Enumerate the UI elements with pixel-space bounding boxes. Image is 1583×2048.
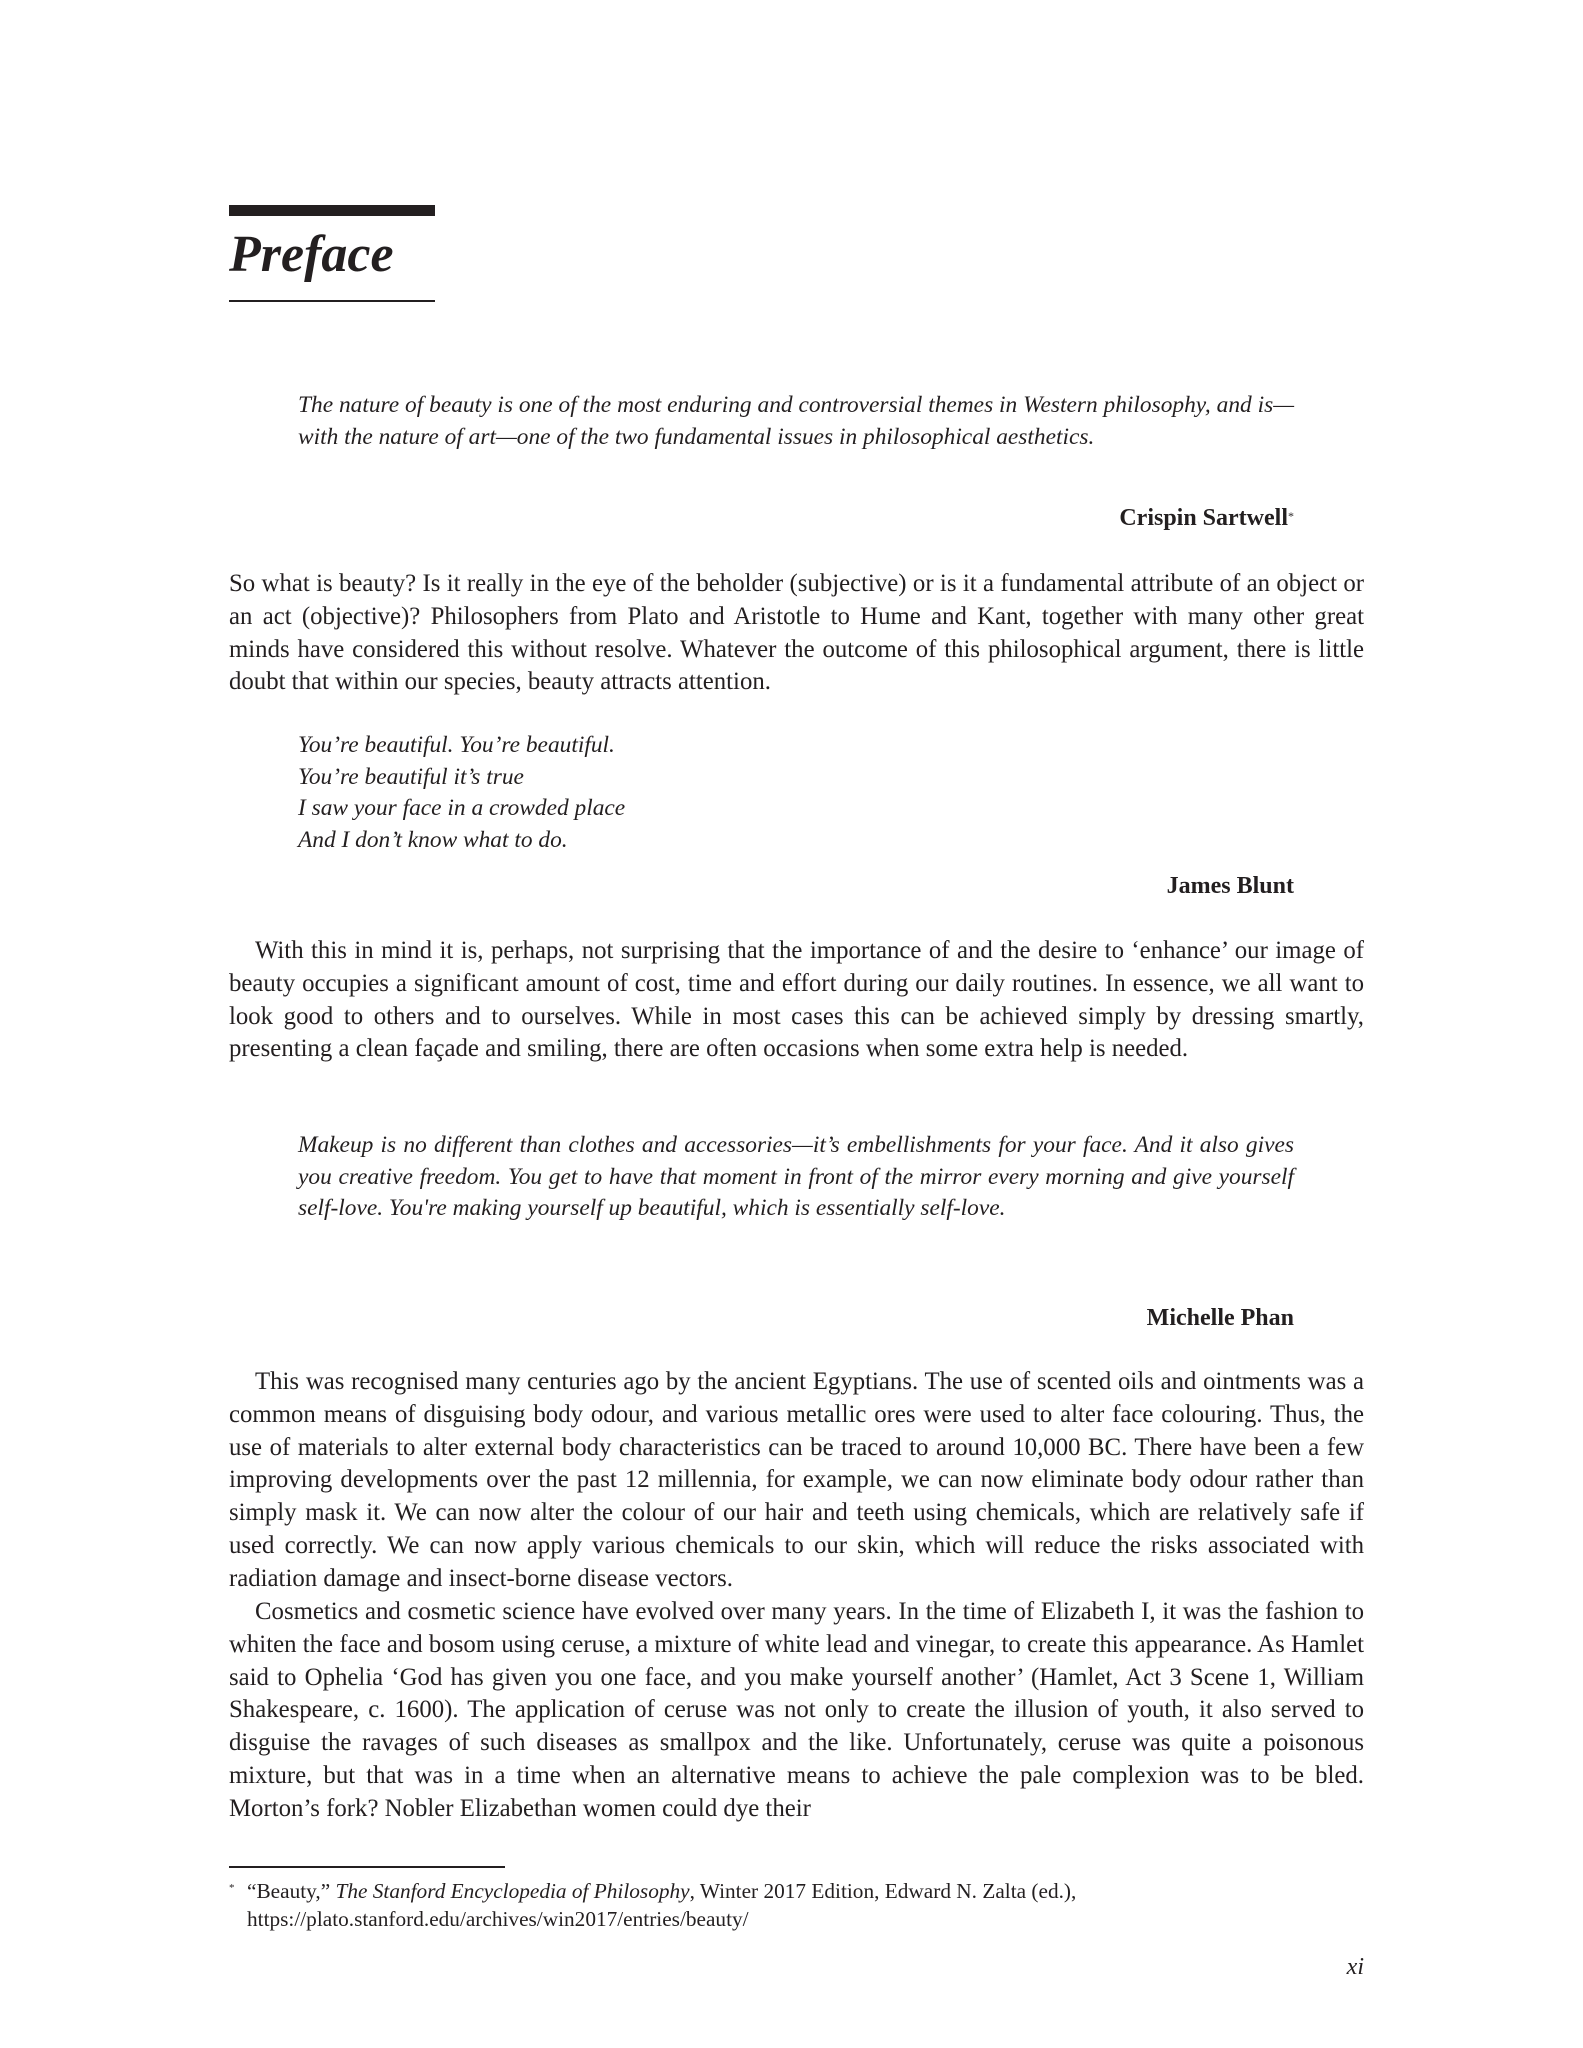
makeup-quote-attribution: Michelle Phan (1146, 1305, 1294, 1331)
footnote-rule (229, 1866, 505, 1868)
body-paragraph-4: Cosmetics and cosmetic science have evolved over many years. In the time of Elizabeth I, it was the fashion to whiten the face and bosom using ceruse, a mixture of white lead and vinegar, to create this appearance. As Hamlet said to Ophelia ‘God has given you one face, and you make yourself another’ (Hamlet, Act 3 Scene 1, William Shakespeare, c. 1600). The application of ceruse was not only to create the illusion of youth, it also served to disguise the ravages of such diseases as smallpox and the like. Unfortunately, ceruse was quite a poisonous mixture, but that was in a time when an alternative means to achieve the pale complexion was to be bled. Morton’s fork? Nobler Elizabethan women could dye their (229, 1598, 1364, 1822)
lyric-line: You’re beautiful. You’re beautiful. (298, 732, 615, 758)
body-paragraph-3: This was recognised many centuries ago by the ancient Egyptians. The use of scented oils and ointments was a common means of disguising body odour, and various metallic ores were used to alter face colouring. Thus, the use of materials to alter external body characteristics can be traced to around 10,000 BC. There have been a few improving developments over the past 12 millennia, for example, we can now eliminate body odour rather than simply mask it. We can now alter the colour of our hair and teeth using chemicals, which are relatively safe if used correctly. We can now apply various chemicals to our skin, which will reduce the risks associated with radiation damage and insect-borne disease vectors. (229, 1368, 1364, 1592)
footnote-details: , Winter 2017 Edition, Edward N. Zalta (ed.), https://plato.stanford.edu/archives/win2017/entries/beauty/ (247, 1879, 1077, 1931)
lyric-line: You’re beautiful it’s true (298, 763, 524, 790)
body-paragraph-2: With this in mind it is, perhaps, not surprising that the importance of and the desire to ‘enhance’ our image of beauty occupies a significant amount of cost, time and effort during our daily routines. In essence, we all want to look good to others and to ourselves. While in most cases this can be achieved simply by dressing smartly, presenting a clean façade and smiling, there are often occasions when some extra help is needed. (229, 937, 1364, 1063)
lyric-line: And I don’t know what to do. (298, 826, 568, 853)
epigraph-quote: The nature of beauty is one of the most enduring and controversial themes in Western philosophy, and is—with the nature of art—one of the two fundamental issues in philosophical aesthetics. (298, 392, 1294, 450)
footnote-marker: * (229, 1882, 235, 1894)
footnote (229, 1877, 1364, 1933)
lyrics-attribution: James Blunt (1166, 873, 1294, 899)
song-lyrics (298, 730, 625, 856)
chapter-title: Preface (229, 226, 394, 283)
title-bottom-rule (229, 300, 435, 302)
page-number: xi (1346, 1954, 1364, 1980)
footnote-prefix: “Beauty,” (247, 1879, 336, 1903)
epigraph-attribution (1119, 502, 1294, 534)
lyric-line: I saw your face in a crowded place (298, 795, 626, 821)
makeup-quote: Makeup is no different than clothes and accessories—it’s embellishments for your face. And it also gives you creative freedom. You get to have that moment in front of the mirror every morning and give yourself self-love. You're making yourself up beautiful, which is essentially self-love. (298, 1132, 1294, 1221)
footnote-source-title: The Stanford Encyclopedia of Philosophy (335, 1879, 690, 1903)
title-top-rule (229, 205, 435, 216)
footnote-text (229, 1877, 1364, 1933)
epigraph-author: Crispin Sartwell (1119, 505, 1288, 531)
body-paragraph-1: So what is beauty? Is it really in the eye of the beholder (subjective) or is it a fundamental attribute of an object or an act (objective)? Philosophers from Plato and Aristotle to Hume and Kant, together with many other great minds have considered this without resolve. Whatever the outcome of this philosophical argument, there is little doubt that within our species, beauty attracts attention. (229, 570, 1364, 696)
footnote-reference-marker: * (1288, 509, 1294, 523)
